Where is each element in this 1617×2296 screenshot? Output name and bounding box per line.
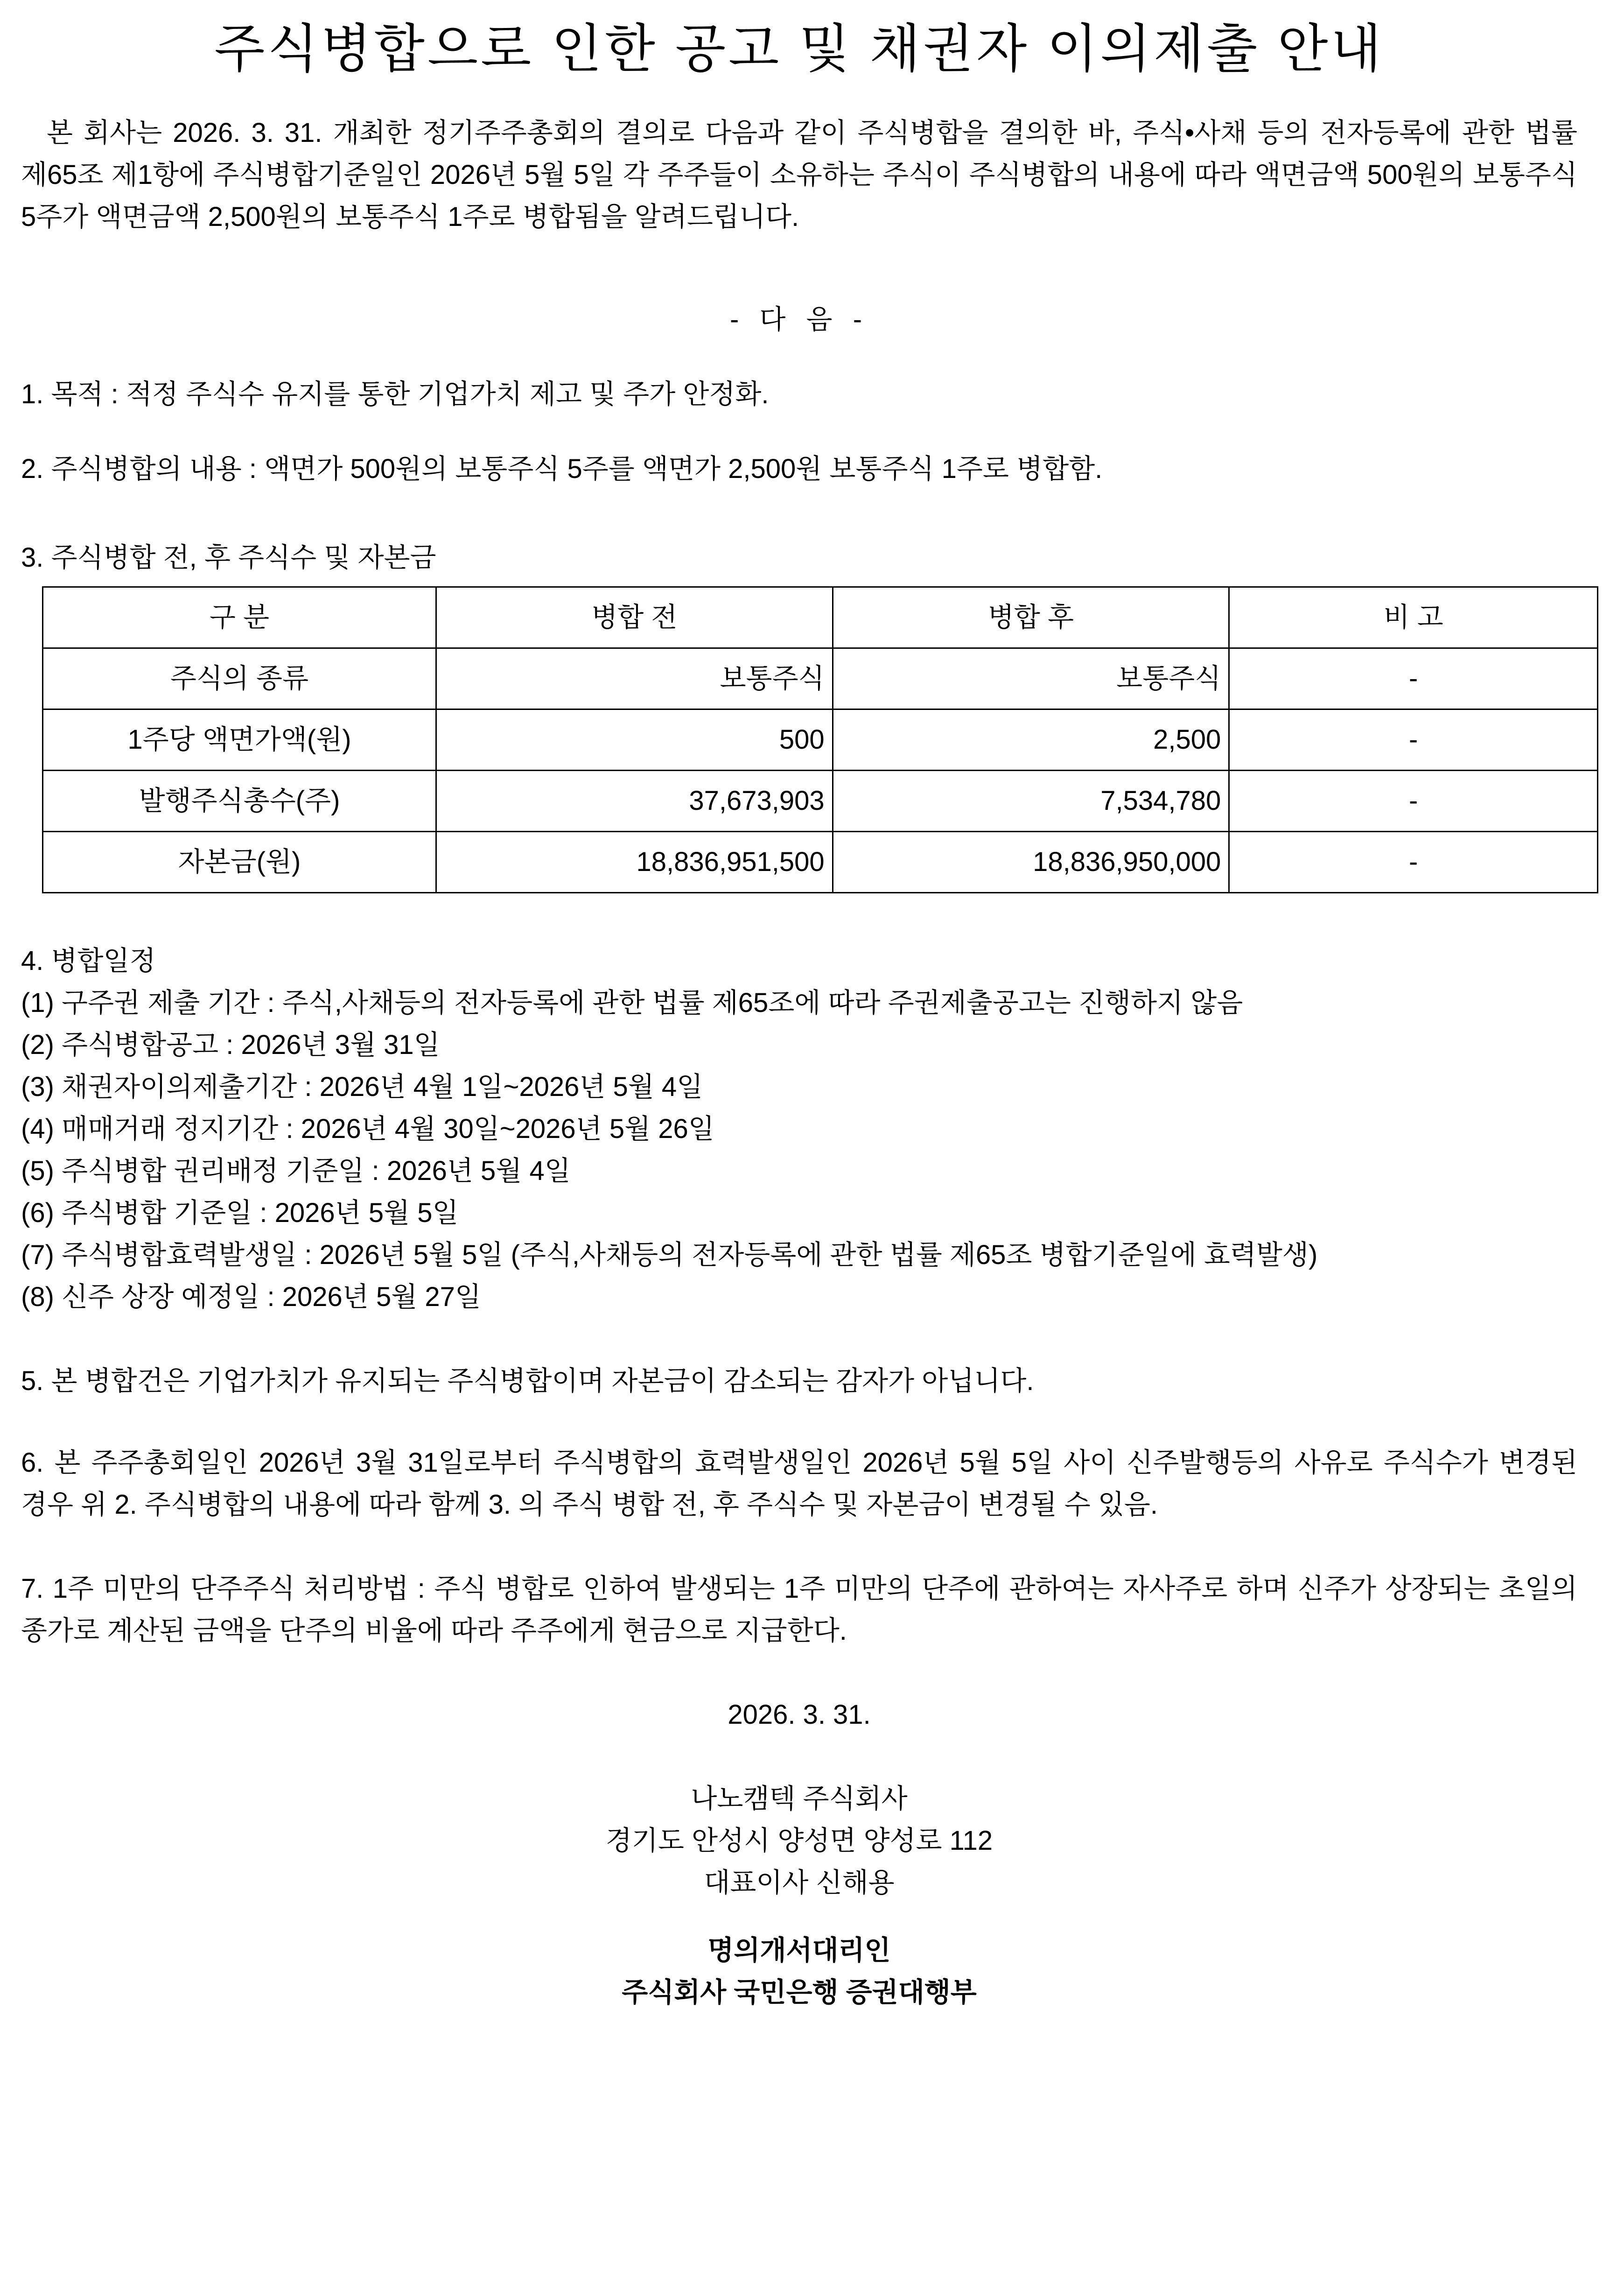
- table-header-row: [43, 587, 1598, 648]
- section-4-heading: 4. 병합일정: [21, 946, 156, 976]
- table-row-capital: [43, 832, 1598, 893]
- total-shares-after: 7,534,780: [833, 771, 1229, 832]
- section-6-note: 6. 본 주주총회일인 2026년 3월 31일로부터 주식병합의 효력발생일인 2026년 5월 5일 사이 신주발행등의 사유로 주식수가 변경된 경우 위 2. 주식병합의 내용에 따라 함께 3. 의 주식 병합 전, 후 주식수 및 자본금이 변경될 수 있음.: [21, 1447, 1577, 1520]
- schedule-item-8: (8) 신주 상장 예정일 : 2026년 5월 27일: [21, 1282, 481, 1312]
- section-1-purpose: 1. 목적 : 적정 주식수 유지를 통한 기업가치 제고 및 주가 안정화.: [21, 379, 769, 409]
- page-title: 주식병합으로 인한 공고 및 채권자 이의제출 안내: [214, 20, 1384, 78]
- total-shares-before: 37,673,903: [436, 771, 833, 832]
- table-header-note: 비 고: [1229, 587, 1598, 648]
- table-row-par-value: [43, 709, 1598, 771]
- section-5-note: 5. 본 병합건은 기업가치가 유지되는 주식병합이며 자본금이 감소되는 감자가 아닙니다.: [21, 1366, 1034, 1396]
- divider-daeum: - 다 음 -: [729, 304, 869, 335]
- schedule-item-2: (2) 주식병합공고 : 2026년 3월 31일: [21, 1030, 440, 1060]
- schedule-item-3: (3) 채권자이의제출기간 : 2026년 4월 1일~2026년 5월 4일: [21, 1072, 703, 1102]
- capital-after: 18,836,950,000: [833, 832, 1229, 893]
- capital-note: -: [1229, 832, 1598, 893]
- row-label-capital: 자본금(원): [43, 832, 436, 893]
- table-row-share-type: [43, 648, 1598, 709]
- share-type-after: 보통주식: [833, 648, 1229, 709]
- row-label-par-value: 1주당 액면가액(원): [43, 709, 436, 771]
- transfer-agent-block: [21, 1930, 1577, 2014]
- schedule-item-7: (7) 주식병합효력발생일 : 2026년 5월 5일 (주식,사채등의 전자등록에 관한 법률 제65조 병합기준일에 효력발생): [21, 1240, 1318, 1270]
- schedule-list: [21, 982, 1577, 1318]
- schedule-item-5: (5) 주식병합 권리배정 기준일 : 2026년 5월 4일: [21, 1156, 571, 1186]
- row-label-share-type: 주식의 종류: [43, 648, 436, 709]
- share-type-note: -: [1229, 648, 1598, 709]
- transfer-agent-title: 명의개서대리인: [707, 1935, 891, 1966]
- announcement-date: 2026. 3. 31.: [728, 1699, 871, 1730]
- schedule-item-1: (1) 구주권 제출 기간 : 주식,사채등의 전자등록에 관한 법률 제65조에 따라 주권제출공고는 진행하지 않음: [21, 988, 1243, 1018]
- capital-table: [42, 586, 1598, 893]
- par-value-before: 500: [436, 709, 833, 771]
- table-header-before-merge: 병합 전: [436, 587, 833, 648]
- row-label-total-shares: 발행주식총수(주): [43, 771, 436, 832]
- total-shares-note: -: [1229, 771, 1598, 832]
- company-block: [21, 1778, 1577, 1904]
- transfer-agent-name: 주식회사 국민은행 증권대행부: [622, 1977, 977, 2008]
- company-address: 경기도 안성시 양성면 양성로 112: [605, 1826, 993, 1856]
- company-ceo: 대표이사 신해용: [704, 1868, 895, 1898]
- share-type-before: 보통주식: [436, 648, 833, 709]
- table-header-after-merge: 병합 후: [833, 587, 1229, 648]
- section-3-table-heading: 3. 주식병합 전, 후 주식수 및 자본금: [21, 542, 436, 573]
- schedule-item-6: (6) 주식병합 기준일 : 2026년 5월 5일: [21, 1198, 459, 1228]
- capital-before: 18,836,951,500: [436, 832, 833, 893]
- section-7-fractional-shares: 7. 1주 미만의 단주주식 처리방법 : 주식 병합로 인하여 발생되는 1주 미만의 단주에 관하여는 자사주로 하며 신주가 상장되는 초일의 종가로 계산된 금액을 단주의 비율에 따라 주주에게 현금으로 지급한다.: [21, 1573, 1577, 1646]
- section-2-merge-detail: 2. 주식병합의 내용 : 액면가 500원의 보통주식 5주를 액면가 2,500원 보통주식 1주로 병합함.: [21, 454, 1103, 484]
- table-header-category: 구 분: [43, 587, 436, 648]
- par-value-note: -: [1229, 709, 1598, 771]
- intro-paragraph: 본 회사는 2026. 3. 31. 개최한 정기주주총회의 결의로 다음과 같이 주식병합을 결의한 바, 주식•사채 등의 전자등록에 관한 법률 제65조 제1항에 주식병합기준일인 2026년 5월 5일 각 주주들이 소유하는 주식이 주식병합의 내용에 따라 액면금액 500원의 보통주식 5주가 액면금액 2,500원의 보통주식 1주로 병합됨을 알려드립니다.: [21, 118, 1577, 232]
- company-name: 나노캠텍 주식회사: [691, 1783, 908, 1814]
- par-value-after: 2,500: [833, 709, 1229, 771]
- table-row-total-shares: [43, 771, 1598, 832]
- schedule-item-4: (4) 매매거래 정지기간 : 2026년 4월 30일~2026년 5월 26일: [21, 1114, 714, 1144]
